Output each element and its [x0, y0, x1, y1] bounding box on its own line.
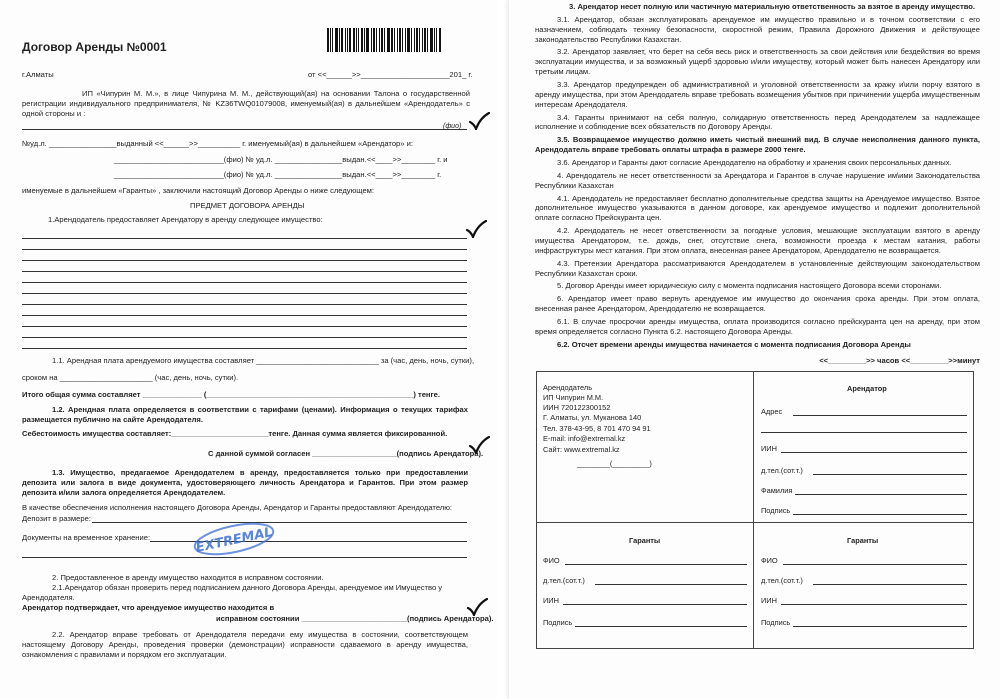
- barcode-bar: [381, 28, 383, 52]
- document-title: Договор Аренды №0001: [22, 40, 167, 54]
- checkmark-icon: [466, 598, 488, 616]
- barcode-bar: [422, 28, 423, 52]
- barcode-bar: [345, 28, 346, 52]
- guarantor-b-fio-label: ФИО: [761, 556, 778, 565]
- guarantor-a-phone-label: д.тел.(сот.т.): [543, 576, 585, 585]
- guarantor-b-iin-label: ИИН: [761, 596, 777, 605]
- barcode-bar: [419, 28, 420, 52]
- guarantors-intro: именуемые в дальнейшем «Гаранты» , заключили настоящий Договор Аренды о ниже следующем:: [22, 186, 375, 195]
- landlord-name: ИП Чипурин М.М.: [543, 393, 604, 402]
- barcode-bar: [397, 28, 398, 52]
- clause-3-4: 3.4. Гаранты принимают на себя полную, солидарную ответственность перед Арендодателем за надлежащее исполнение и соблюдение всех обязательств по Договору Аренды.: [535, 112, 980, 132]
- guarantor-b-sign-label: Подпись: [761, 618, 791, 627]
- barcode-bar: [391, 28, 393, 52]
- guarantor-a-fio-line: [565, 564, 747, 565]
- barcode-bar: [379, 28, 380, 52]
- barcode-bar: [376, 28, 377, 52]
- tenant-sign-label: Подпись: [761, 506, 791, 515]
- barcode-bar: [407, 28, 410, 52]
- clause-4: 4. Арендодатель не несет ответственности за Арендатора и Гарантов в случае нарушение им\ими Законодательства Республики Казахстан: [535, 170, 980, 190]
- guarantor-a-phone-line: [595, 584, 747, 585]
- tenant-address-line: [793, 415, 967, 416]
- guarantor-b-fio-line: [783, 564, 967, 565]
- barcode-bar: [399, 28, 401, 52]
- item-2-2: 2.2. Арендатор вправе требовать от Арендодателя передачи ему имущества в состоянии, соответствующем настоящему Договору Аренды, проведения проверки (демонстрации) исправности сдаваемого в аренду имущества, ознакомления с правилами и порядком его эксплуатации.: [22, 630, 468, 659]
- landlord-label: Арендодатель: [543, 383, 593, 392]
- guarantor-a-title: Гаранты: [629, 536, 661, 545]
- barcode-bar: [405, 28, 406, 52]
- barcode-bar: [339, 28, 340, 52]
- barcode-bar: [327, 28, 329, 52]
- item-1-3: 1.3. Имущество, предагаемое Арендодателем в аренду, предоставляется только при предоставлении депозита или залога в виде документа, удостоверяющего личность Арендатора и Гарантов. При этом размер депозита и/или залога определяется Арендодателем.: [22, 468, 468, 497]
- clause-3-1: 3.1. Арендатор, обязан эксплуатировать арендуемое им имущество правильно и в точном соответствии с его назначением, соблюдать технику безопасности, скоростной режим, Правила Дорожного Движения и действующее законодательство Республики Казахстан.: [535, 14, 980, 44]
- barcode-bar: [341, 28, 343, 52]
- barcode-bar: [434, 28, 435, 52]
- subject-heading: ПРЕДМЕТ ДОГОВОРА АРЕНДЫ: [190, 201, 305, 210]
- barcode-bar: [394, 28, 395, 52]
- barcode-bar: [335, 28, 338, 52]
- guarantor-b-sign-line: [793, 626, 967, 627]
- checkmark-icon: [468, 112, 490, 130]
- barcode-bar: [402, 28, 403, 52]
- guarantor-a-sign-label: Подпись: [543, 618, 573, 627]
- item-1-2: 1.2. Арендная плата определяется в соответствии с тарифами (ценами). Информация о текущих тарифах размещается публично на сайте Арендодателя.: [22, 405, 468, 424]
- barcode-bar: [361, 28, 363, 52]
- checkmark-icon: [468, 436, 490, 454]
- tenant-title: Арендатор: [847, 384, 887, 393]
- barcode-bar: [424, 28, 426, 52]
- barcode-bar: [384, 28, 385, 52]
- barcode-bar: [358, 28, 359, 52]
- landlord-address: Г. Алматы, ул. Муканова 140: [543, 413, 642, 422]
- tenant-phone-line: [813, 474, 967, 475]
- item-2: 2. Предоставленное в аренду имущество находится в исправном состоянии.: [52, 573, 324, 582]
- guarantor-line-1: __________________________(фио) № уд.л. ________________выдан.<<____>>________ г. и: [114, 155, 448, 164]
- fio-line: [22, 121, 467, 130]
- stamp-text: EXTREMAL: [194, 525, 274, 556]
- confirm-1: Арендатор подтверждает, что арендуемое имущество находится в: [22, 603, 275, 612]
- guarantor-b-title: Гаранты: [847, 536, 879, 545]
- clause-6-2: 6.2. Отсчет времени аренды имущества начинается с момента подписания Договора Аренды: [557, 339, 911, 349]
- item-2-1: 2.1.Арендатор обязан проверить перед подписанием данного Договора Аренды, арендуемое им Имущество у Арендодателя.: [22, 583, 443, 602]
- barcode-bar: [411, 28, 412, 52]
- tenant-address-line-2: [761, 432, 967, 433]
- landlord-signature: ________(_________): [577, 459, 652, 468]
- barcode-bar: [371, 28, 372, 52]
- barcode-bar: [387, 28, 390, 52]
- deposit-line: [92, 522, 467, 523]
- clause-3-2: 3.2. Арендатор заявляет, что берет на себя весь риск и ответственность за свои действия или бездействия во время эксплуатации имущества, и за возможный ущерб здоровью и/или имуществу, который может быть нанесен Арендатору или третьим лицам.: [535, 47, 980, 77]
- landlord-iin: ИИН 720122300152: [543, 403, 611, 412]
- confirm-2: исправном состоянии _________________________(подпись Арендатора).: [216, 614, 494, 623]
- clause-6-1: 6.1. В случае просрочки аренды имущества, оплата производится согласно прейскуранта цен на аренду, при этом время определяется согласно Пункта 6.2. настоящего Договора Аренды.: [535, 317, 980, 336]
- barcode-bar: [347, 28, 348, 52]
- tenant-iin-label: ИИН: [761, 444, 777, 453]
- barcode-bar: [332, 28, 333, 52]
- tenant-address-label: Адрес: [761, 407, 783, 416]
- total-sum: Итого общая сумма составляет ______________ (_________________________________________________) тенге.: [22, 390, 441, 399]
- guarantor-a-sign-line: [575, 626, 747, 627]
- barcode-bar: [356, 28, 357, 52]
- checkmark-icon: [465, 220, 487, 238]
- landlord-email: E-mail: info@extremal.kz: [543, 434, 626, 443]
- docs-label: Документы на временное хранение:: [22, 533, 151, 542]
- clause-3-5: 3.5. Возвращаемое имущество должно иметь чистый внешний вид. В случае неисполнения данного пункта, Арендодатель вправе требовать оплаты штрафа в размере 2000 тенге.: [535, 135, 980, 155]
- clause-5: 5. Договор Аренды имеет юридическую силу с момента подписания настоящего Договора всеми сторонами.: [557, 281, 942, 291]
- tenant-sign-line: [793, 514, 967, 515]
- guarantor-a-iin-line: [563, 604, 747, 605]
- clause-6: 6. Арендатор имеет право вернуть арендуемое им имущество до окончания срока аренды. При этом оплата, внесенная ранее Арендатором, Арендодателю не возвращается.: [535, 294, 980, 314]
- barcode-bar: [430, 28, 433, 52]
- barcode-bar: [436, 28, 437, 52]
- property-lines: [22, 228, 467, 349]
- deposit-intro: В качестве обеспечения исполнения настоящего Договора Аренды, Арендатор и Гаранты предоставляют Арендодателю:: [22, 503, 453, 512]
- guarantor-line-2: __________________________(фио) № уд.л. ________________выдан.<<____>>________ г.: [114, 170, 442, 179]
- clause-3-3: 3.3. Арендатор предупрежден об административной и уголовной ответственности за кражу и\или порчу взятого в аренду имущества, при этом Арендодатель вправе требовать возмещения убытков при причинении ущерба имущественным интересам Арендодателя.: [535, 80, 980, 109]
- barcode-bar: [416, 28, 418, 52]
- tenant-phone-label: д.тел.(сот.т.): [761, 466, 803, 475]
- clause-4-1: 4.1. Арендодатель не предоставляет бесплатно дополнительные средства защиты на Арендуемое имущество. Взятое дополнительное имущество указываются в данном договоре, как арендуемое имущество и подлежит дополнительной оплате согласно Прейскуранта цен.: [535, 193, 980, 223]
- barcode-bar: [330, 28, 331, 52]
- guarantor-b-phone-label: д.тел.(сот.т.): [761, 576, 803, 585]
- guarantor-a-iin-label: ИИН: [543, 596, 559, 605]
- barcode-bar: [349, 28, 351, 52]
- guarantor-b-iin-line: [781, 604, 967, 605]
- clause-3-6: 3.6. Арендатор и Гаранты дают согласие Арендодателю на обработку и хранения своих персональных данных.: [557, 158, 952, 168]
- fio-label: (фио): [443, 123, 462, 130]
- landlord-phone: Тел. 378-43-95, 8 701 470 94 91: [543, 424, 651, 433]
- barcode-bar: [373, 28, 375, 52]
- time-line: <<_________>> часов <<_________>>минут: [819, 355, 980, 365]
- contract-date: от <<______>>_____________________201_ г.: [308, 70, 473, 79]
- barcode-bar: [366, 28, 369, 52]
- city: г.Алматы: [22, 70, 54, 79]
- item-1: 1.Арендодатель предоставляет Арендатору в аренду следующее имущество:: [48, 215, 323, 224]
- barcode-bar: [439, 28, 441, 52]
- tenant-iin-line: [781, 452, 967, 453]
- barcode-bar: [364, 28, 365, 52]
- tenant-id-line: №уд.л. ________________выданный <<______>>__________ г. именуемый(ая) в дальнейшем «Арендатор» и:: [22, 139, 413, 148]
- clause-4-2: 4.2. Арендодатель не несет ответственности за погодные условия, мешающие эксплуатации взятого в аренду имущества Арендатором, т.е. дождь, снег, отсутствие снега, возможности проезда к местам катания, работы инфраструктуры мест катания. При этом оплата, внесенная ранее Арендатором, Арендодателю не возвращается.: [535, 226, 980, 255]
- barcode-bar: [353, 28, 356, 52]
- agree-sum: С данной суммой согласен ____________________(подпись Арендатора).: [208, 449, 484, 458]
- intro-text: ИП «Чипурин М. М.», в лице Чипурина М. М., действующий(ая) на основании Талона о государственной регистрации индивидуального предпринимателя, № KZ36TWQ01079008, именуемый(ая) в дальнейшем «Арендодатель» с одной стороны и :: [22, 89, 470, 118]
- term-line: сроком на ______________________ (час, день, ночь, сутки).: [22, 373, 239, 382]
- deposit-label: Депозит в размере:: [22, 514, 91, 523]
- clause-3: 3. Арендатор несет полную или частичную материальную ответственность за взятое в аренду имущество.: [569, 2, 976, 11]
- barcode-bar: [414, 28, 416, 52]
- tenant-surname-line: [795, 494, 967, 495]
- signature-table: [536, 371, 974, 649]
- guarantor-b-phone-line: [813, 584, 967, 585]
- clause-4-3: 4.3. Претензии Арендатора рассматриваются Арендодателем в установленные действующим законодательством Республики Казахстан сроки.: [535, 258, 980, 278]
- tenant-surname-label: Фамилия: [761, 486, 793, 495]
- cost-line: Себестоимость имущества составляет:_______________________тенге. Данная сумма является фиксированной.: [22, 429, 448, 438]
- guarantor-a-fio-label: ФИО: [543, 556, 560, 565]
- barcode: [326, 28, 441, 52]
- item-1-1: 1.1. Арендная плата арендуемого имущества составляет _____________________________ за (час, день, ночь, сутки),: [52, 356, 475, 365]
- landlord-site: Сайт: www.extremal.kz: [543, 445, 620, 454]
- barcode-bar: [427, 28, 428, 52]
